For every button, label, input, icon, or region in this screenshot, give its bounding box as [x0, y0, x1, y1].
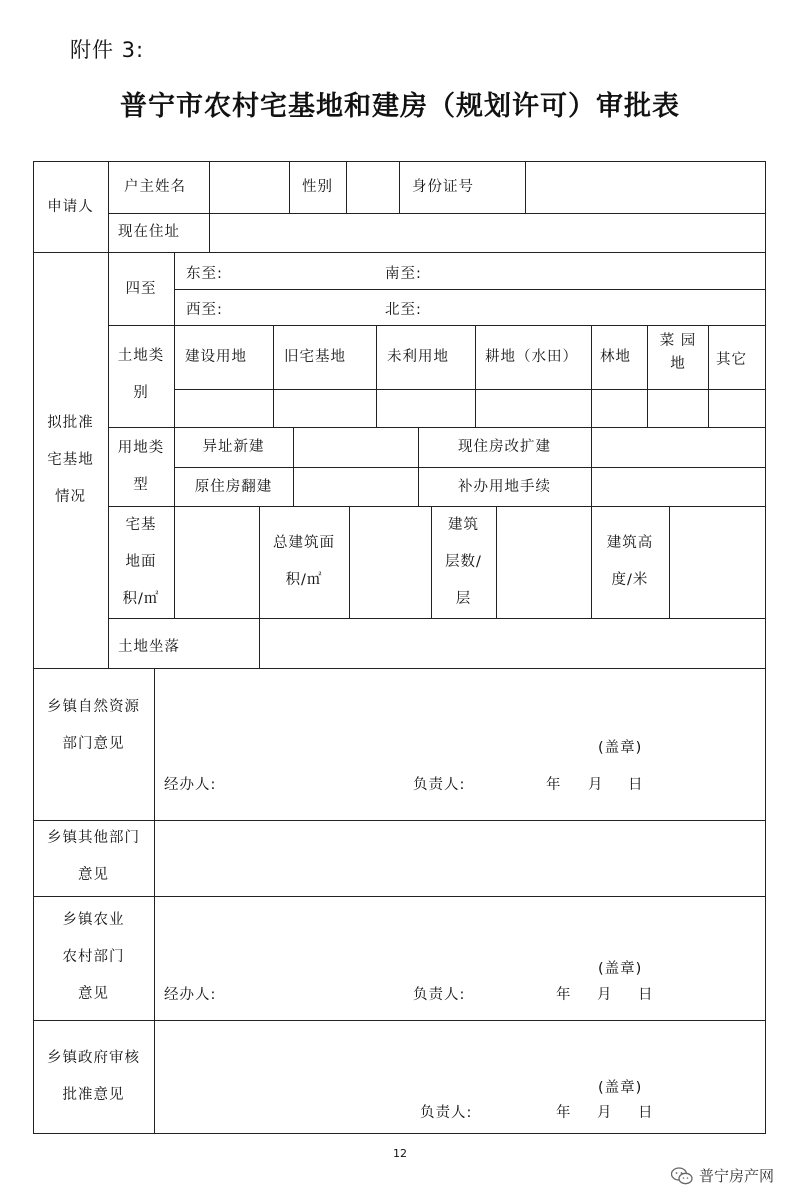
seal-label: (盖章)	[598, 740, 643, 756]
gender-field[interactable]	[347, 162, 398, 212]
floors-label: 建筑 层数/ 层	[445, 517, 482, 607]
rule-line	[293, 427, 294, 506]
land-option-unused: 未利用地	[387, 349, 449, 365]
rule-line	[289, 161, 290, 213]
gender-label: 性别	[302, 179, 333, 195]
usage-supplement: 补办用地手续	[458, 479, 551, 495]
rule-line	[273, 325, 274, 427]
land-option-other: 其它	[716, 352, 747, 368]
attachment-label: 附件 3:	[70, 38, 145, 62]
form-title: 普宁市农村宅基地和建房（规划许可）审批表	[120, 91, 680, 122]
responsible-label: 负责人:	[413, 987, 466, 1003]
rule-line	[108, 325, 766, 326]
usage-expand: 现住房改扩建	[458, 439, 551, 455]
resources-opinion-label: 乡镇自然资源 部门意见	[47, 699, 140, 752]
rule-line	[496, 506, 497, 618]
rule-line	[33, 896, 766, 897]
government-opinion-label: 乡镇政府审核 批准意见	[47, 1050, 140, 1103]
land-option-construction: 建设用地	[185, 349, 247, 365]
month-label: 月	[597, 987, 613, 1003]
land-option-farmland: 耕地（水田）	[485, 349, 578, 365]
address-field[interactable]	[210, 214, 764, 251]
watermark-text: 普宁房产网	[698, 1167, 774, 1185]
watermark	[671, 1165, 774, 1186]
east-boundary-label: 东至:	[186, 266, 223, 282]
land-location-field[interactable]	[260, 619, 764, 667]
land-option-vegetable: 菜 园 地	[659, 333, 697, 372]
address-label: 现在住址	[118, 224, 180, 240]
year-label: 年	[556, 1105, 572, 1121]
rule-line	[33, 1020, 766, 1021]
page-number: 12	[393, 1147, 407, 1160]
total-area-label: 总建筑面 积/㎡	[273, 535, 335, 588]
rule-line	[376, 325, 377, 427]
land-option-old-homestead: 旧宅基地	[284, 349, 346, 365]
south-boundary-label: 南至:	[385, 266, 422, 282]
day-label: 日	[638, 987, 654, 1003]
handler-label: 经办人:	[164, 777, 217, 793]
usage-new-site: 异址新建	[202, 439, 265, 455]
rule-line	[765, 161, 766, 1133]
rule-line	[591, 427, 592, 506]
boundaries-label: 四至	[125, 281, 157, 297]
rule-line	[174, 467, 766, 468]
other-opinion-label: 乡镇其他部门 意见	[47, 830, 140, 883]
year-label: 年	[556, 987, 572, 1003]
rule-line	[475, 325, 476, 427]
rule-line	[33, 1133, 766, 1134]
rule-line	[349, 506, 350, 618]
north-boundary-label: 北至:	[385, 302, 422, 318]
rule-line	[669, 506, 670, 618]
west-boundary-label: 西至:	[186, 302, 223, 318]
year-label: 年	[546, 777, 562, 793]
applicant-section-label: 申请人	[47, 199, 94, 215]
month-label: 月	[588, 777, 604, 793]
responsible-label: 负责人:	[413, 777, 466, 793]
usage-rebuild: 原住房翻建	[194, 479, 273, 495]
day-label: 日	[638, 1105, 654, 1121]
usage-type-label: 用地类 型	[117, 440, 165, 493]
responsible-label: 负责人:	[420, 1105, 473, 1121]
rule-line	[399, 161, 400, 213]
homestead-section-label: 拟批准 宅基地 情况	[47, 415, 94, 505]
rule-line	[33, 252, 766, 253]
owner-name-field[interactable]	[210, 162, 288, 212]
month-label: 月	[597, 1105, 613, 1121]
seal-label: (盖章)	[598, 1080, 643, 1096]
owner-name-label: 户主姓名	[124, 179, 186, 195]
id-number-field[interactable]	[526, 162, 764, 212]
rule-line	[33, 668, 766, 669]
wechat-icon	[671, 1167, 693, 1185]
site-area-label: 宅基 地面 积/㎡	[122, 517, 160, 607]
rule-line	[174, 389, 766, 390]
height-label: 建筑高 度/米	[606, 535, 654, 588]
land-category-label: 土地类 别	[117, 348, 165, 401]
rule-line	[174, 289, 766, 290]
seal-label: (盖章)	[598, 961, 643, 977]
id-number-label: 身份证号	[412, 179, 474, 195]
rule-line	[591, 325, 592, 427]
day-label: 日	[628, 777, 644, 793]
rule-line	[174, 252, 175, 618]
land-option-forest: 林地	[600, 349, 631, 365]
handler-label: 经办人:	[164, 987, 217, 1003]
agriculture-opinion-label: 乡镇农业 农村部门 意见	[62, 912, 125, 1002]
rule-line	[154, 668, 155, 1133]
land-location-label: 土地坐落	[118, 639, 180, 655]
rule-line	[108, 427, 766, 428]
rule-line	[708, 325, 709, 427]
